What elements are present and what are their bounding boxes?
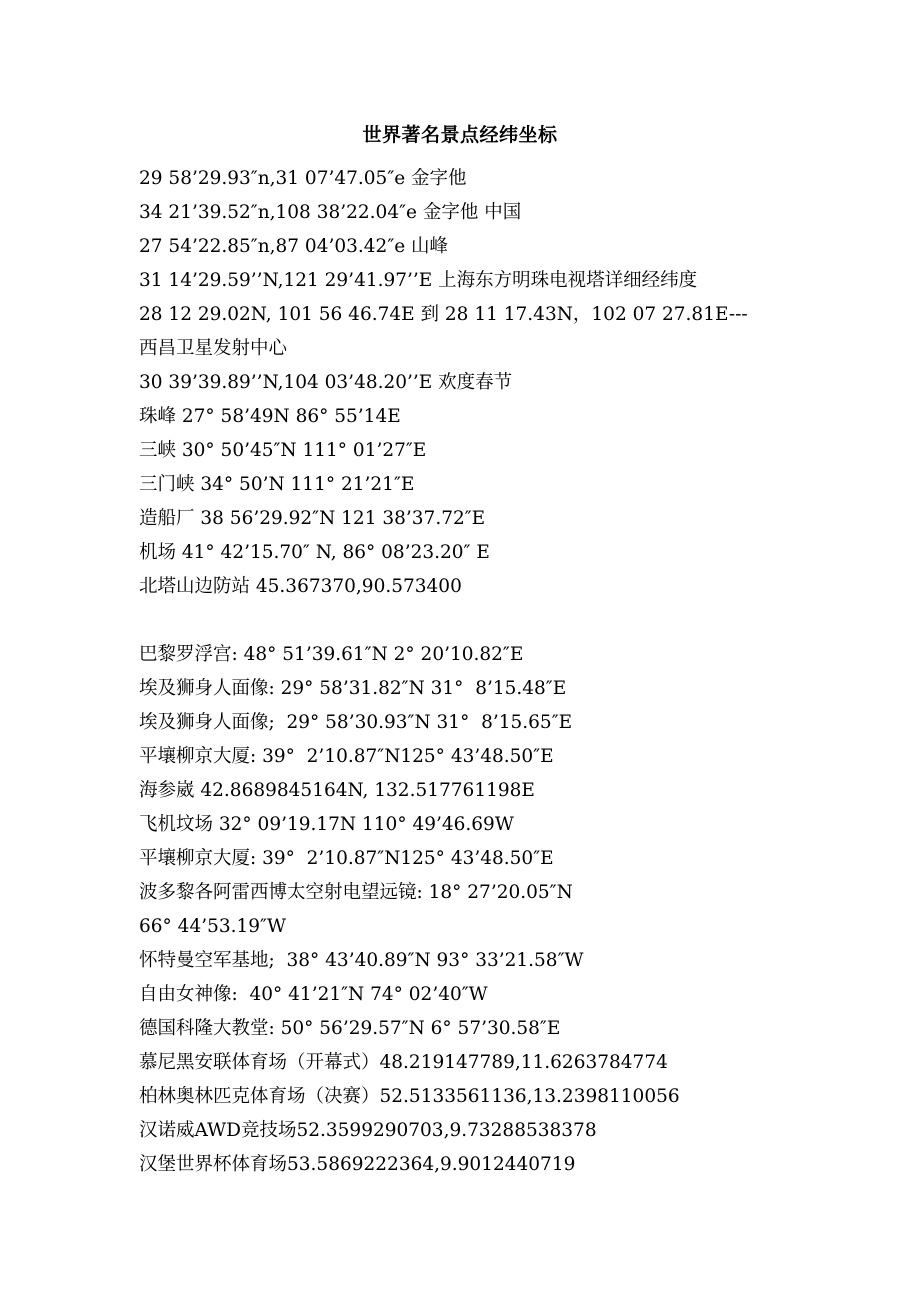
text-line: 66° 44’53.19″W xyxy=(139,916,286,937)
text-line: 埃及狮身人面像: 29° 58’31.82″N 31° 8’15.48″E xyxy=(139,678,567,699)
text-line: 慕尼黑安联体育场（开幕式）48.219147789,11.6263784774 xyxy=(139,1052,668,1073)
text-line: 28 12 29.02N, 101 56 46.74E 到 28 11 17.43N，102 07 27.81E--- xyxy=(139,304,748,325)
text-line: 埃及狮身人面像; 29° 58’30.93″N 31° 8’15.65″E xyxy=(139,712,573,733)
text-line: 怀特曼空军基地; 38° 43’40.89″N 93° 33’21.58″W xyxy=(139,950,584,971)
coordinate-list xyxy=(139,165,839,1185)
text-line: 平壤柳京大厦: 39° 2’10.87″N125° 43’48.50″E xyxy=(139,848,554,869)
text-line: 三峡 30° 50’45″N 111° 01’27″E xyxy=(139,440,427,461)
text-line: 三门峡 34° 50’N 111° 21’21″E xyxy=(139,474,415,495)
text-line: 汉堡世界杯体育场53.5869222364,9.9012440719 xyxy=(139,1154,576,1175)
text-line: 平壤柳京大厦: 39° 2’10.87″N125° 43’48.50″E xyxy=(139,746,554,767)
text-line: 34 21’39.52″n,108 38’22.04″e 金字他 中国 xyxy=(139,202,522,223)
document-title: 世界著名景点经纬坐标 xyxy=(362,124,558,146)
text-line: 29 58’29.93″n,31 07’47.05″e 金字他 xyxy=(139,168,467,189)
text-line: 造船厂 38 56’29.92″N 121 38’37.72″E xyxy=(139,508,486,529)
text-line: 机场 41° 42’15.70″ N, 86° 08’23.20″ E xyxy=(139,542,490,563)
text-line: 30 39’39.89’’N,104 03’48.20’’E 欢度春节 xyxy=(139,372,513,393)
text-line: 波多黎各阿雷西博太空射电望远镜: 18° 27’20.05″N xyxy=(139,882,573,903)
text-line: 巴黎罗浮宫: 48° 51’39.61″N 2° 20’10.82″E xyxy=(139,644,524,665)
text-line: 海参崴 42.8689845164N, 132.517761198E xyxy=(139,780,535,801)
text-line: 德国科隆大教堂: 50° 56’29.57″N 6° 57’30.58″E xyxy=(139,1018,561,1039)
text-line: 31 14’29.59’’N,121 29’41.97’’E 上海东方明珠电视塔详细经纬度 xyxy=(139,270,698,291)
text-line: 飞机坟场 32° 09’19.17N 110° 49’46.69W xyxy=(139,814,514,835)
blank-line xyxy=(139,607,839,641)
text-line: 西昌卫星发射中心 xyxy=(139,338,288,359)
text-line: 珠峰 27° 58’49N 86° 55’14E xyxy=(139,406,401,427)
text-line: 北塔山边防站 45.367370,90.573400 xyxy=(139,576,462,597)
text-line: 27 54’22.85″n,87 04’03.42″e 山峰 xyxy=(139,236,449,257)
text-line: 汉诺威AWD竞技场52.3599290703,9.73288538378 xyxy=(139,1120,597,1141)
text-line: 柏林奥林匹克体育场（决赛）52.5133561136,13.2398110056 xyxy=(139,1086,680,1107)
text-line: 自由女神像: 40° 41’21″N 74° 02’40″W xyxy=(139,984,488,1005)
